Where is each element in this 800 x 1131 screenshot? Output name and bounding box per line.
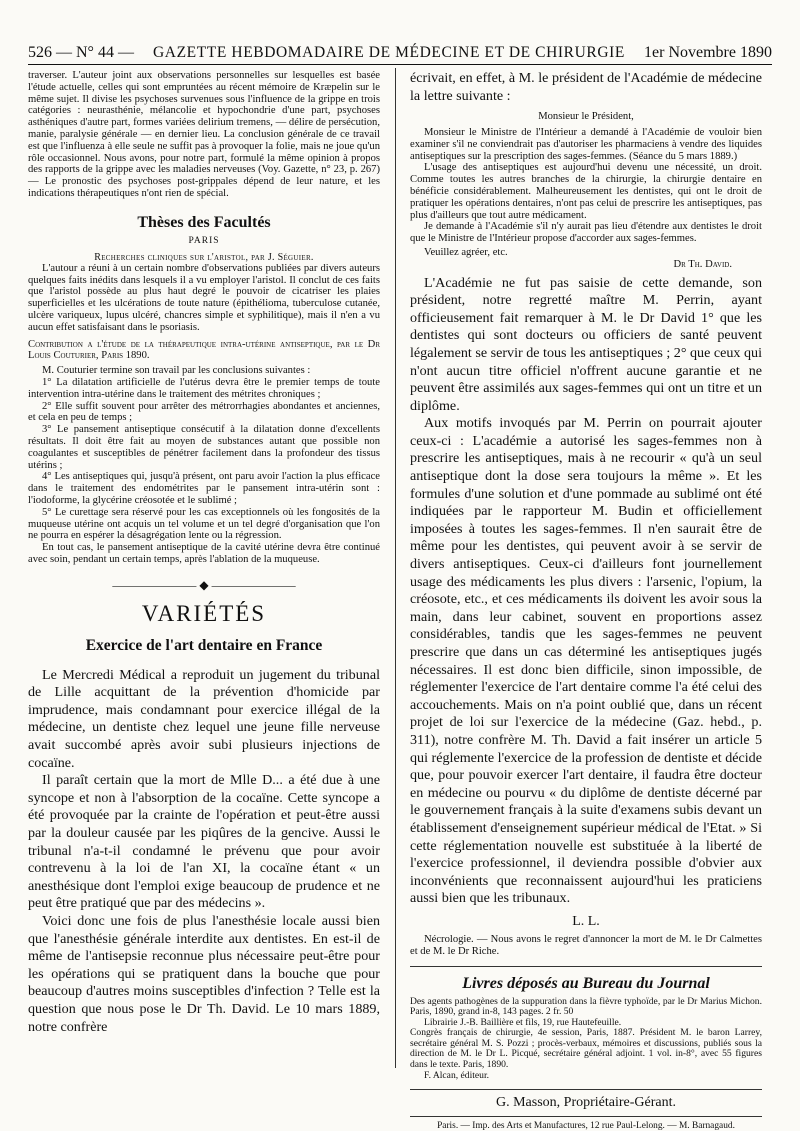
books-rule (410, 966, 762, 967)
page-header (28, 36, 772, 62)
motifs-paragraph: Aux motifs invoqués par M. Perrin on pourrait ajouter ceux-ci : L'académie a autorisé les sages-femmes non à prescrire les antiseptiques, mais à ne recourir « qu'à un seul antiseptique dont la dose sera toujours la même ». Et les formules d'une solution et d'une pommade au sublimé ont été indiquées par le rapporteur M. Budin et officiellement imposées à toutes les sages-femmes. Il n'en saurait être de même pour les dentistes, qui peuvent avoir à se servir de divers antiseptiques. Ceux-ci d'ailleurs font journellement usage des médicaments les plus divers : l'arsenic, l'opium, la créosote, etc., et ces médicaments ils doivent les avoir sous la main, dans leur cabinet, souvent en proportions assez considérables, tandis que les sages-femmes ne peuvent prescrire que dans un cas déterminé les antiseptiques jugés nécessaires. Il est donc bien difficile, sinon impossible, de réglementer l'exercice de l'art dentaire comme l'a été celui des accouchements. Mais on n'a point oublié que, dans un récent projet de loi sur l'exercice de la médecine (Gaz. hebd., p. 311), notre confrère M. Th. David a fait insérer un article 5 qui réglemente l'exercice de la profession de dentiste et décide que, pour pouvoir exercer l'art dentaire, il faudra être docteur en médecine ou pourvu « du diplôme de dentiste décerné par le gouvernement français à la suite d'examens subis devant un établissement d'enseignement supérieur médical de l'Etat. » Si cette réglementation nouvelle est substituée à la liberté de l'exercice professionnel, il deviendra possible d'obvier aux inconvénients que reconnaissent aujourd'hui les praticiens aussi bien que les tribunaux. (410, 415, 762, 907)
exercice-paragraph-3: Voici donc une fois de plus l'anesthésie locale aussi bien que l'anesthésie générale interdite aux dentistes. En est-il de même de l'antisepsie reconnue plus nécessaire peut-être pour les opérations qui se pratiquent dans la bouche que pour beaucoup d'autres moins susceptibles d'infection ? Telle est la question que nous pose le Dr Th. David. Le 10 mars 1889, notre confrère (28, 913, 380, 1035)
contribution-item-3: 3° Le pansement antiseptique consécutif à la dilatation donne d'excellents résultats. Il doit être fait au moyen de substances autant que possible non coagulantes et susceptibles de pénétrer facilement dans la profondeur des tissus utérins ; (28, 424, 380, 471)
right-column (410, 70, 762, 1131)
continuation-paragraph: écrivait, en effet, à M. le président de l'Académie de médecine la lettre suivante : (410, 70, 762, 104)
issue-date: 1er Novembre 1890 (644, 44, 772, 61)
recherches-text: L'autour a réuni à un certain nombre d'observations publiées par divers auteurs quelques faits inédits dans lesquels il a vu employer l'aristol. Il conclut de ces faits que l'aristol possède au plus haut degré le pouvoir de cicatriser les plaies superficielles et les ulcérations de toute nature (épithélioma, tuberculose cutanée, ulcère variqueux, lupus ulcéré, chancres simple et syphilitique), mais il n'en a vu aucun effet satisfaisant dans le psoriasis. (28, 262, 380, 333)
contribution-item-1: 1° La dilatation artificielle de l'utérus devra être le premier temps de toute intervention intra-utérine dans le traitement des métrites chroniques ; (28, 376, 380, 400)
contribution-item-4: 4° Les antiseptiques qui, jusqu'à présent, ont paru avoir l'action la plus efficace dans le traitement des endométrites par le pansement intra-utérin sont : l'iodoforme, la glycérine créosotée et le sublimé ; (28, 471, 380, 506)
letter-paragraph-2: L'usage des antiseptiques est aujourd'hui devenu une nécessité, un droit. Comme toutes les autres branches de la chirurgie, la chirurgie dentaire en bénéficie considérablement. Malheureusement les dentistes, qui ont le droit de pratiquer les opérations dentaires, n'ont pas celui de prescrire les antiseptiques, pas plus d'ailleurs que tout autre médicament. (410, 162, 762, 221)
exercice-paragraph-2: Il paraît certain que la mort de Mlle D... a été due à une syncope et non à l'absorption de la cocaïne. Cette syncope a été provoquée par la crainte de l'opération et peut-être aussi par la douleur causée par les piqûres de la gencive. Aussi le tribunal n'a-t-il condamné le prévenu que pour avoir contrevenu à la loi de l'an XI, la cocaïne étant « un anesthésique dont l'emploi exige beaucoup de prudence et ne peut être pratiqué que par des médecins ». (28, 772, 380, 912)
contribution-item-2: 2° Elle suffit souvent pour arrêter des métrorrhagies abondantes et anciennes, et cela en peu de temps ; (28, 400, 380, 424)
publisher-line: G. Masson, Propriétaire-Gérant. (410, 1089, 762, 1117)
article-signature: L. L. (572, 913, 600, 929)
contribution-title: Contribution a l'étude de la thérapeutique intra-utérine antiseptique, par le Dr Louis Couturier, Paris 1890. (28, 338, 380, 362)
intro-paragraph: traverser. L'auteur joint aux observations personnelles sur lesquelles est basée l'étude actuelle, celles qui sont empruntées au récent mémoire de Kræpelin sur le même sujet. Il divise les psychoses survenues sous l'influence de la grippe en trois catégories : neurasthénie, mélancolie et hypochondrie d'une part, psychoses asthéniques d'autre part, formes variées delirium tremens, — délire de persécution, manie, paralysie générale — en dernier lieu. La conclusion générale de ce travail est que l'influenza à elle seule ne suffit pas à provoquer la folie, mais ne joue qu'un rôle occasionnel. Nous avons, pour notre part, formulé la même opinion à propos des rapports de la grippe avec les maladies nerveuses (Voy. Gazette, n° 23, p. 267) — Le pronostic des psychoses post-grippales dépend de leur nature, et les indications thérapeutiques n'ont rien de spécial. (28, 70, 380, 199)
left-column (28, 70, 380, 1036)
page-number: 526 — N° 44 — (28, 44, 134, 61)
necrologie-notice: Nécrologie. — Nous avons le regret d'annoncer la mort de M. le Dr Calmettes et de M. le Dr Riche. (410, 933, 762, 957)
letter-closing: Veuillez agréer, etc. (424, 246, 508, 258)
column-divider (395, 68, 396, 1068)
journal-title: GAZETTE HEBDOMADAIRE DE MÉDECINE ET DE CHIRURGIE (153, 44, 625, 61)
theses-heading: Thèses des Facultés (137, 213, 271, 231)
book-publisher-1: Librairie J.-B. Baillière et fils, 19, rue Hautefeuille. (424, 1016, 622, 1028)
letter-paragraph-3: Je demande à l'Académie s'il n'y aurait pas lieu d'étendre aux dentistes le droit que le Ministre de l'Intérieur propose d'accorder aux sages-femmes. (410, 221, 762, 245)
recherches-title: Recherches cliniques sur l'aristol, par J. Séguier. (94, 251, 314, 263)
contribution-intro: M. Couturier termine son travail par les conclusions suivantes : (42, 365, 311, 377)
letter-salutation: Monsieur le Président, (538, 111, 634, 123)
letter-paragraph-1: Monsieur le Ministre de l'Intérieur a demandé à l'Académie de vouloir bien examiner s'il ne conviendrait pas d'autoriser les pharmaciens à vendre des liquides antiseptiques sur la prescription des sages-femmes. (Séance du 5 mars 1889.) (410, 126, 762, 162)
printer-imprint: Paris. — Imp. des Arts et Manufactures, 12 rue Paul-Lelong. — M. Barnagaud. (437, 1121, 735, 1131)
academie-paragraph: L'Académie ne fut pas saisie de cette demande, son président, notre regretté maître M. Perrin, ayant officieusement fait remarquer à M. le Dr David 1° que les dentistes qui sont docteurs ou officiers de santé peuvent légalement se servir de tous les antiseptiques ; 2° que ceux qui n'ont aucun titre officiel n'offrent aucune garantie et ne peuvent être assimilés aux sages-femmes qui ont un titre et un diplôme. (410, 274, 763, 414)
exercice-heading: Exercice de l'art dentaire en France (85, 636, 323, 654)
section-ornament: ——————— ◆ ——————— (112, 577, 296, 592)
book-publisher-2: F. Alcan, éditeur. (424, 1069, 490, 1081)
header-rule (28, 64, 772, 65)
letter-signature: Dr Th. David. (673, 258, 732, 270)
contribution-conclusion: En tout cas, le pansement antiseptique de la cavité utérine devra être continué avec soin, pendant un certain temps, après l'ablation de la muqueuse. (28, 542, 380, 565)
contribution-item-5: 5° Le curettage sera réservé pour les cas exceptionnels où les fongosités de la muqueuse utérine ont acquis un tel volume et un tel degré d'organisation que l'on ne pourra en espérer la désagrégation lente ou la régression. (28, 506, 380, 542)
book-entry-1: Des agents pathogènes de la suppuration dans la fièvre typhoïde, par le Dr Marius Michon. Paris, 1890, grand in-8, 143 pages. 2 fr. 50 (410, 995, 762, 1018)
books-heading: Livres déposés au Bureau du Journal (462, 974, 710, 992)
exercice-paragraph-1: Le Mercredi Médical a reproduit un jugement du tribunal de Lille acquittant de la prévention d'homicide par imprudence, mais condamnant pour exercice illégal de la médecine, un dentiste chez lequel une jeune fille nerveuse avait succombé après avoir subi plusieurs injections de cocaïne. (28, 666, 380, 771)
theses-subheading: PARIS (188, 235, 220, 246)
book-entry-2: Congrès français de chirurgie, 4e session, Paris, 1887. Président M. le baron Larrey, secrétaire général M. S. Pozzi ; procès-verbaux, mémoires et discussions, publiés sous la direction de M. le Dr L. Picqué, secrétaire général adjoint. 1 vol. in-8°, avec 55 figures dans le texte. Paris, 1890. (410, 1027, 762, 1071)
varietes-heading: VARIÉTÉS (141, 600, 267, 626)
